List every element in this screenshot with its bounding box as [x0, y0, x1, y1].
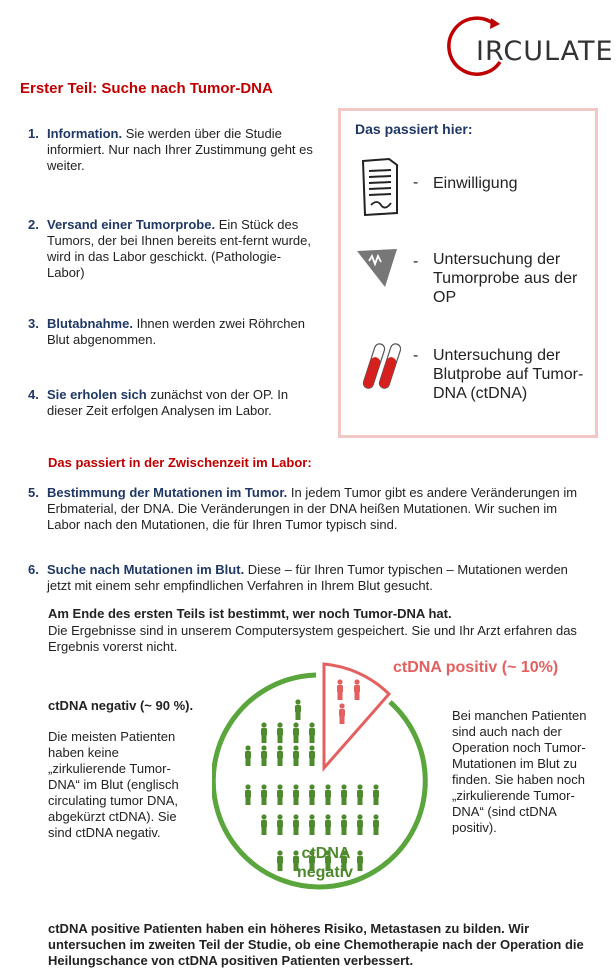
person-negative-icon [309, 745, 315, 766]
logo-text: IRCULATE [476, 36, 614, 67]
step-6: 6. Suche nach Mutationen im Blut. Diese – für Ihren Tumor typischen – Mutationen werden jetzt mit einem sehr empfindlichen Verfahren in Ihrem Blut gesucht. [28, 562, 568, 593]
ctdna-positive-text: Bei manchen Patienten sind auch nach der Operation noch Tumor-Mutationen im Blut zu finden. Sie haben noch „zirkulierende Tumor-DNA“ (sind ctDNA positiv). [452, 708, 587, 835]
step-3: 3. Blutabnahme. Ihnen werden zwei Röhrchen Blut abgenommen. [28, 316, 305, 347]
circle-label-negativ: negativ [296, 864, 353, 881]
info-box: Das passiert hier: - Einwilligung - Untersuchung der Tumorprobe aus der OP - Untersuchung der Blutprobe auf Tumor-DNA (ctDNA) [338, 108, 598, 438]
person-negative-icon [245, 745, 251, 766]
box-row-blood-test: Untersuchung der Blutprobe auf Tumor-DNA (ctDNA) [433, 347, 584, 402]
person-negative-icon [277, 784, 283, 805]
footer-text: ctDNA positive Patienten haben ein höheres Risiko, Metastasen zu bilden. Wir untersuchen im zweiten Teil der Studie, ob eine Chemotherapie nach der Operation die Heilungschance von ctDNA positiven Patienten verbessert. [48, 921, 584, 968]
person-positive-icon [354, 679, 360, 700]
person-negative-icon [261, 784, 267, 805]
person-negative-icon [325, 814, 331, 835]
person-negative-icon [293, 784, 299, 805]
person-negative-icon [245, 784, 251, 805]
person-negative-icon [261, 722, 267, 743]
step-1: 1. Information. Sie werden über die Studie informiert. Nur nach Ihrer Zustimmung geht es weiter. [28, 126, 313, 173]
person-negative-icon [325, 784, 331, 805]
step-2: 2. Versand einer Tumorprobe. Ein Stück des Tumors, der bei Ihnen bereits ent-fernt wurde, wird in das Labor geschickt. (Pathologie-Labor) [28, 217, 311, 280]
box-heading: Das passiert hier: [355, 121, 473, 137]
section1-title: Erster Teil: Suche nach Tumor-DNA [20, 80, 273, 97]
person-negative-icon [373, 814, 379, 835]
person-negative-icon [293, 814, 299, 835]
person-negative-icon [293, 745, 299, 766]
box-row-tumor-sample: Untersuchung der Tumorprobe aus der OP [433, 251, 578, 306]
circulate-logo [448, 14, 614, 74]
section2-title: Das passiert in der Zwischenzeit im Labor: [48, 455, 312, 470]
tumor-sample-icon [355, 247, 399, 291]
end-summary-bold: Am Ende des ersten Teils ist bestimmt, wer noch Tumor-DNA hat. [48, 606, 452, 621]
person-negative-icon [357, 814, 363, 835]
person-negative-icon [309, 814, 315, 835]
person-negative-icon [373, 784, 379, 805]
person-negative-icon [309, 722, 315, 743]
person-negative-icon [341, 814, 347, 835]
person-positive-icon [339, 703, 345, 724]
person-negative-icon [295, 699, 301, 720]
person-negative-icon [341, 784, 347, 805]
ctdna-positive-title: ctDNA positiv (~ 10%) [393, 659, 559, 676]
document-icon [359, 157, 401, 217]
person-negative-icon [357, 784, 363, 805]
person-negative-icon [293, 722, 299, 743]
person-positive-icon [337, 679, 343, 700]
person-negative-icon [277, 850, 283, 871]
circle-label-ctdna: ctDNA [301, 845, 351, 862]
person-negative-icon [277, 814, 283, 835]
person-negative-icon [277, 745, 283, 766]
ctdna-negative-title: ctDNA negativ (~ 90 %). [48, 698, 194, 713]
blood-tubes-icon [361, 339, 401, 393]
person-negative-icon [261, 814, 267, 835]
end-summary-text: Die Ergebnisse sind in unserem Computersystem gespeichert. Sie und Ihr Arzt erfahren das Ergebnis vorerst nicht. [48, 623, 577, 654]
person-negative-icon [277, 722, 283, 743]
step-5: 5. Bestimmung der Mutationen im Tumor. In jedem Tumor gibt es andere Veränderungen im Erbmaterial, der DNA. Die Veränderungen in der DNA heißen Mutationen. Wir suchen im Labor nach den Mutationen, die für Ihren Tumor typisch sind. [28, 485, 578, 532]
ctdna-negative-text: Die meisten Patienten haben keine „zirkulierende Tumor-DNA“ im Blut (englisch circulating tumor DNA, abgekürzt ctDNA). Sie sind ctDNA negativ. [48, 729, 179, 840]
person-negative-icon [261, 745, 267, 766]
box-row-consent: Einwilligung [433, 175, 518, 192]
person-negative-icon [309, 784, 315, 805]
step-4: 4. Sie erholen sich zunächst von der OP. In dieser Zeit erfolgen Analysen im Labor. [28, 387, 289, 418]
